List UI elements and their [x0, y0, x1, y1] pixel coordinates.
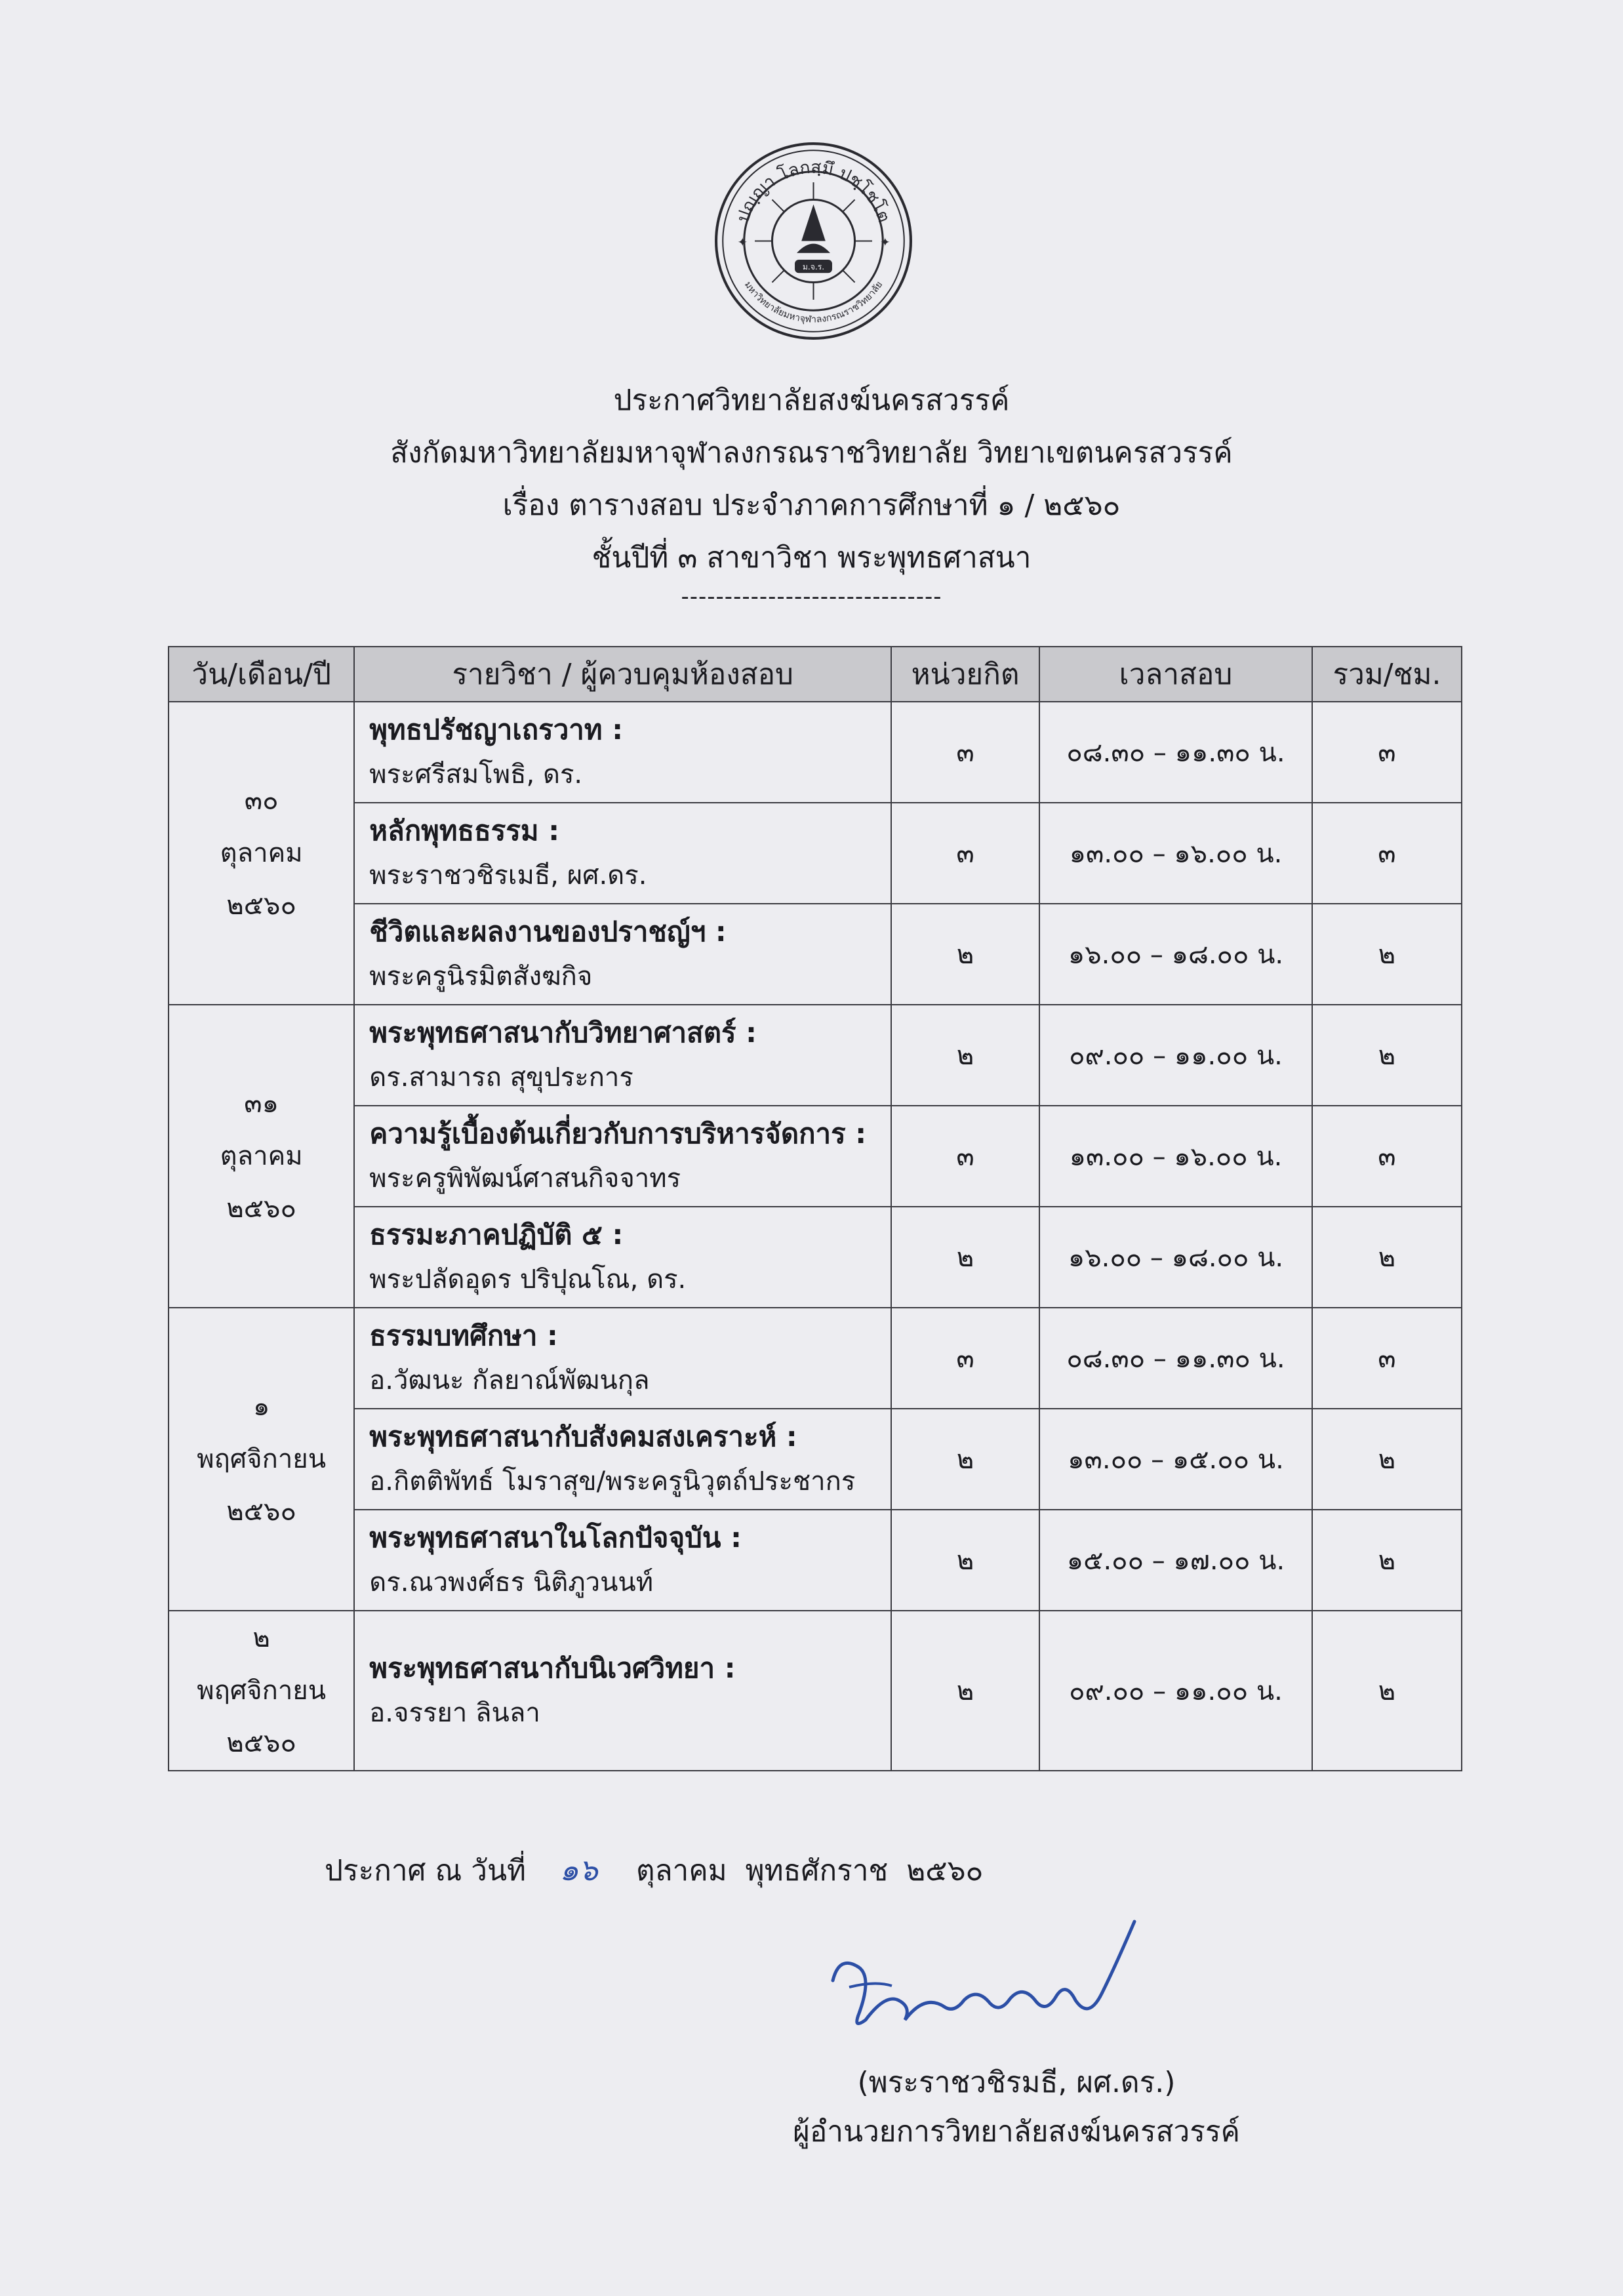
subject-cell: [354, 803, 891, 904]
header-subject: เรื่อง ตารางสอบ ประจำภาคการศึกษาที่ ๑ / ๒๕๖๐: [502, 489, 1121, 522]
hours-cell: ๒: [1312, 1409, 1462, 1510]
credits-cell: ๒: [891, 1611, 1039, 1771]
subject-name: ชีวิตและผลงานของปราชญ์ฯ :: [369, 916, 727, 948]
subject-name: พระพุทธศาสนากับนิเวศวิทยา :: [369, 1652, 736, 1684]
hours-cell: ๓: [1312, 1308, 1462, 1409]
table-row: [169, 1510, 1462, 1611]
date-year: ๒๕๖๐: [226, 1194, 296, 1224]
time-cell: ๑๖.๐๐ – ๑๘.๐๐ น.: [1039, 904, 1312, 1005]
subject-cell: [354, 904, 891, 1005]
col-header-time: เวลาสอบ: [1039, 647, 1312, 702]
date-month: ตุลาคม: [220, 838, 303, 868]
table-row: [169, 1308, 1462, 1409]
proctor-name: ดร.สามารถ สุขุประการ: [369, 1062, 633, 1093]
hours-cell: ๒: [1312, 1510, 1462, 1611]
hours-cell: ๒: [1312, 1005, 1462, 1106]
hours-cell: ๒: [1312, 904, 1462, 1005]
time-cell: ๑๓.๐๐ – ๑๕.๐๐ น.: [1039, 1409, 1312, 1510]
table-row: [169, 702, 1462, 803]
header-year-program: ชั้นปีที่ ๓ สาขาวิชา พระพุทธศาสนา: [591, 541, 1032, 574]
time-cell: ๑๓.๐๐ – ๑๖.๐๐ น.: [1039, 1106, 1312, 1207]
subject-name: ธรรมบทศึกษา :: [369, 1319, 558, 1352]
proctor-name: พระราชวชิรเมธี, ผศ.ดร.: [369, 860, 647, 891]
announcement-month-year: ตุลาคม พุทธศักราช ๒๕๖๐: [636, 1854, 984, 1887]
subject-name: ความรู้เบื้องต้นเกี่ยวกับการบริหารจัดการ :: [369, 1118, 867, 1150]
proctor-name: อ.วัฒนะ กัลยาณ์พัฒนกุล: [369, 1365, 650, 1396]
seal-motto: ปญฺญา โลกสฺมึ ปชฺโชโต: [732, 157, 894, 226]
col-header-credits: หน่วยกิต: [891, 647, 1039, 702]
time-cell: ๑๕.๐๐ – ๑๗.๐๐ น.: [1039, 1510, 1312, 1611]
subject-cell: [354, 1611, 891, 1771]
credits-cell: ๒: [891, 1207, 1039, 1308]
seal-ring-text: มหาวิทยาลัยมหาจุฬาลงกรณราชวิทยาลัย: [742, 279, 885, 325]
table-row: [169, 1207, 1462, 1308]
subject-cell: [354, 1308, 891, 1409]
credits-cell: ๒: [891, 904, 1039, 1005]
exam-schedule-table: [168, 646, 1462, 1771]
signer-name: (พระราชวชิรมธี, ผศ.ดร.): [857, 2066, 1176, 2099]
date-cell: [169, 1308, 354, 1611]
table-row: [169, 1409, 1462, 1510]
header-divider: ------------------------------: [681, 584, 942, 610]
subject-cell: [354, 1510, 891, 1611]
subject-name: พระพุทธศาสนากับวิทยาศาสตร์ :: [369, 1017, 757, 1049]
proctor-name: อ.กิตติพัทธ์ โมราสุข/พระครูนิวุตถ์ประชากร: [369, 1466, 856, 1497]
subject-name: พระพุทธศาสนาในโลกปัจจุบัน :: [369, 1521, 742, 1554]
hours-cell: ๒: [1312, 1611, 1462, 1771]
subject-cell: [354, 1005, 891, 1106]
proctor-name: พระศรีสมโพธิ, ดร.: [369, 759, 583, 790]
table-row: [169, 1005, 1462, 1106]
announcement-label: ประกาศ ณ วันที่: [325, 1854, 527, 1887]
table-row: [169, 1106, 1462, 1207]
subject-name: พุทธปรัชญาเถรวาท :: [369, 714, 623, 746]
col-header-subject: รายวิชา / ผู้ควบคุมห้องสอบ: [354, 647, 891, 702]
col-header-hours: รวม/ชม.: [1312, 647, 1462, 702]
credits-cell: ๓: [891, 702, 1039, 803]
credits-cell: ๓: [891, 1308, 1039, 1409]
subject-cell: [354, 702, 891, 803]
announcement-date-line: [325, 1846, 983, 1894]
university-seal: [713, 141, 913, 341]
date-month: พฤศจิกายน: [197, 1676, 327, 1706]
svg-text:✦: ✦: [737, 235, 748, 250]
hours-cell: ๓: [1312, 1106, 1462, 1207]
time-cell: ๑๓.๐๐ – ๑๖.๐๐ น.: [1039, 803, 1312, 904]
signer-title: ผู้อำนวยการวิทยาลัยสงฆ์นครสวรรค์: [793, 2115, 1240, 2148]
subject-name: ธรรมะภาคปฏิบัติ ๕ :: [369, 1218, 624, 1251]
credits-cell: ๒: [891, 1510, 1039, 1611]
date-cell: [169, 1005, 354, 1308]
col-header-date: วัน/เดือน/ปี: [169, 647, 354, 702]
date-month: ตุลาคม: [220, 1141, 303, 1171]
credits-cell: ๓: [891, 1106, 1039, 1207]
credits-cell: ๒: [891, 1005, 1039, 1106]
header-affiliation: สังกัดมหาวิทยาลัยมหาจุฬาลงกรณราชวิทยาลัย วิทยาเขตนครสวรรค์: [390, 436, 1233, 470]
proctor-name: อ.จรรยา ลินลา: [369, 1698, 540, 1728]
hours-cell: ๒: [1312, 1207, 1462, 1308]
date-day: ๑: [252, 1392, 270, 1422]
time-cell: ๐๘.๓๐ – ๑๑.๓๐ น.: [1039, 1308, 1312, 1409]
date-day: ๓๑: [244, 1089, 279, 1119]
time-cell: ๐๙.๐๐ – ๑๑.๐๐ น.: [1039, 1611, 1312, 1771]
subject-name: หลักพุทธธรรม :: [369, 815, 559, 847]
date-day: ๓๐: [244, 786, 279, 816]
header-institution: ประกาศวิทยาลัยสงฆ์นครสวรรค์: [613, 384, 1010, 417]
subject-cell: [354, 1207, 891, 1308]
credits-cell: ๓: [891, 803, 1039, 904]
proctor-name: พระปลัดอุดร ปริปุณโณ, ดร.: [369, 1264, 687, 1295]
subject-name: พระพุทธศาสนากับสังคมสงเคราะห์ :: [369, 1420, 797, 1453]
date-day: ๒: [252, 1623, 270, 1653]
subject-cell: [354, 1106, 891, 1207]
credits-cell: ๒: [891, 1409, 1039, 1510]
subject-cell: [354, 1409, 891, 1510]
handwritten-signature: [813, 1915, 1154, 2059]
table-row: [169, 904, 1462, 1005]
hours-cell: ๓: [1312, 803, 1462, 904]
date-cell: [169, 1611, 354, 1771]
proctor-name: พระครูพิพัฒน์ศาสนกิจจาทร: [369, 1163, 681, 1194]
time-cell: ๐๙.๐๐ – ๑๑.๐๐ น.: [1039, 1005, 1312, 1106]
date-month: พฤศจิกายน: [197, 1444, 327, 1474]
announcement-day-handwritten: ๑๖: [559, 1852, 598, 1887]
proctor-name: ดร.ณวพงศ์ธร นิติภูวนนท์: [369, 1567, 654, 1598]
proctor-name: พระครูนิรมิตสังฆกิจ: [369, 961, 593, 992]
seal-monogram: ม.จ.ร.: [802, 262, 825, 272]
table-row: [169, 1611, 1462, 1771]
table-header-row: [169, 647, 1462, 702]
date-cell: [169, 702, 354, 1005]
time-cell: ๑๖.๐๐ – ๑๘.๐๐ น.: [1039, 1207, 1312, 1308]
date-year: ๒๕๖๐: [226, 891, 296, 921]
date-year: ๒๕๖๐: [226, 1497, 296, 1527]
date-year: ๒๕๖๐: [226, 1728, 296, 1758]
hours-cell: ๓: [1312, 702, 1462, 803]
svg-text:✦: ✦: [880, 235, 891, 250]
table-row: [169, 803, 1462, 904]
time-cell: ๐๘.๓๐ – ๑๑.๓๐ น.: [1039, 702, 1312, 803]
